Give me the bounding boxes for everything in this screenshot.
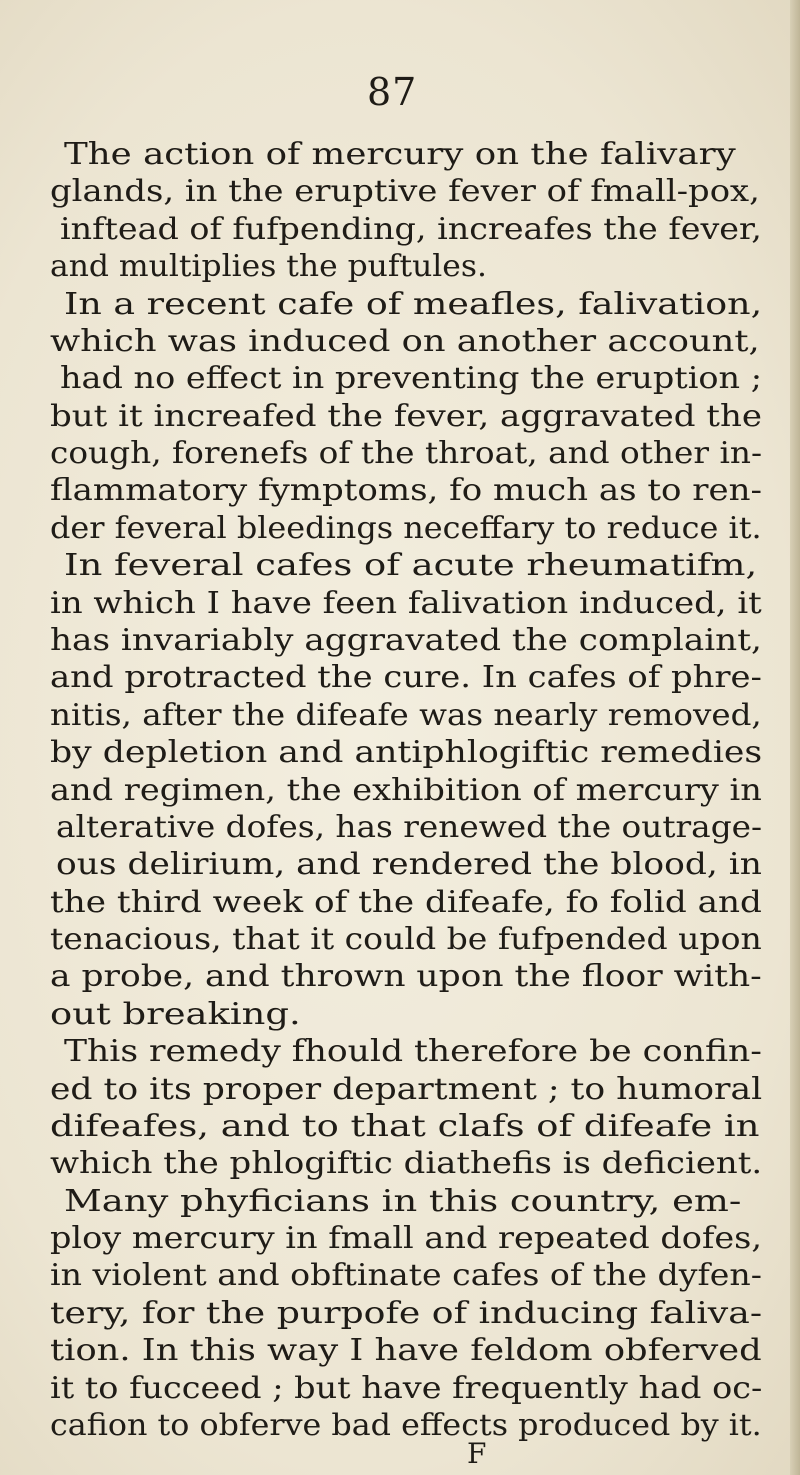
text-line: and regimen, the exhibition of mercury in bbox=[50, 773, 762, 807]
text-line: and multiplies the puftules. bbox=[50, 249, 487, 283]
text-line: by depletion and antiphlogiftic remedies bbox=[50, 735, 763, 769]
text-line: glands, in the eruptive fever of fmall-pox, bbox=[50, 174, 760, 208]
text-line: tenacious, that it could be fufpended upon bbox=[50, 922, 762, 956]
text-line: tion. In this way I have feldom obferved bbox=[50, 1333, 762, 1367]
text-line: flammatory fymptoms, fo much as to ren- bbox=[50, 473, 762, 507]
text-line: inftead of fufpending, increafes the fever, bbox=[60, 212, 762, 246]
signature-mark: F bbox=[467, 1437, 487, 1470]
text-line: ploy mercury in fmall and repeated dofes, bbox=[50, 1221, 762, 1255]
page-number: 87 bbox=[367, 70, 418, 114]
text-line: difeafes, and to that clafs of difeafe in bbox=[50, 1109, 760, 1143]
text-line: nitis, after the difeafe was nearly removed, bbox=[50, 698, 762, 732]
text-line: which the phlogiftic diathefis is deficient. bbox=[50, 1146, 763, 1180]
text-line: had no effect in preventing the eruption ; bbox=[60, 361, 762, 395]
text-line: The action of mercury on the falivary bbox=[64, 137, 736, 171]
text-line: in violent and obftinate cafes of the dyfen- bbox=[50, 1258, 762, 1292]
text-line: alterative dofes, has renewed the outrage- bbox=[56, 810, 763, 844]
text-line: In a recent cafe of meafles, falivation, bbox=[64, 287, 763, 321]
text-line: der feveral bleedings neceffary to reduce it. bbox=[50, 511, 762, 545]
text-line: and protracted the cure. In cafes of phre- bbox=[50, 660, 762, 694]
text-line: tery, for the purpofe of inducing faliva- bbox=[50, 1296, 763, 1330]
text-line: In feveral cafes of acute rheumatifm, bbox=[64, 548, 758, 582]
text-line: Many phyficians in this country, em- bbox=[64, 1184, 742, 1218]
text-line: ous delirium, and rendered the blood, in bbox=[56, 847, 762, 881]
text-line: the third week of the difeafe, fo folid and bbox=[50, 885, 762, 919]
text-line: cough, forenefs of the throat, and other in- bbox=[50, 436, 763, 470]
text-line: out breaking. bbox=[50, 997, 301, 1031]
text-line: in which I have feen falivation induced, it bbox=[50, 586, 762, 620]
text-line: cafion to obferve bad effects produced by it. bbox=[50, 1408, 762, 1442]
text-line: This remedy fhould therefore be confin- bbox=[64, 1034, 762, 1068]
text-line: which was induced on another account, bbox=[50, 324, 760, 358]
text-line: it to fucceed ; but have frequently had oc- bbox=[50, 1371, 763, 1405]
text-line: but it increafed the fever, aggravated the bbox=[50, 399, 762, 433]
text-line: a probe, and thrown upon the floor with- bbox=[50, 959, 762, 993]
text-line: ed to its proper department ; to humoral bbox=[50, 1072, 763, 1106]
text-line: has invariably aggravated the complaint, bbox=[50, 623, 762, 657]
